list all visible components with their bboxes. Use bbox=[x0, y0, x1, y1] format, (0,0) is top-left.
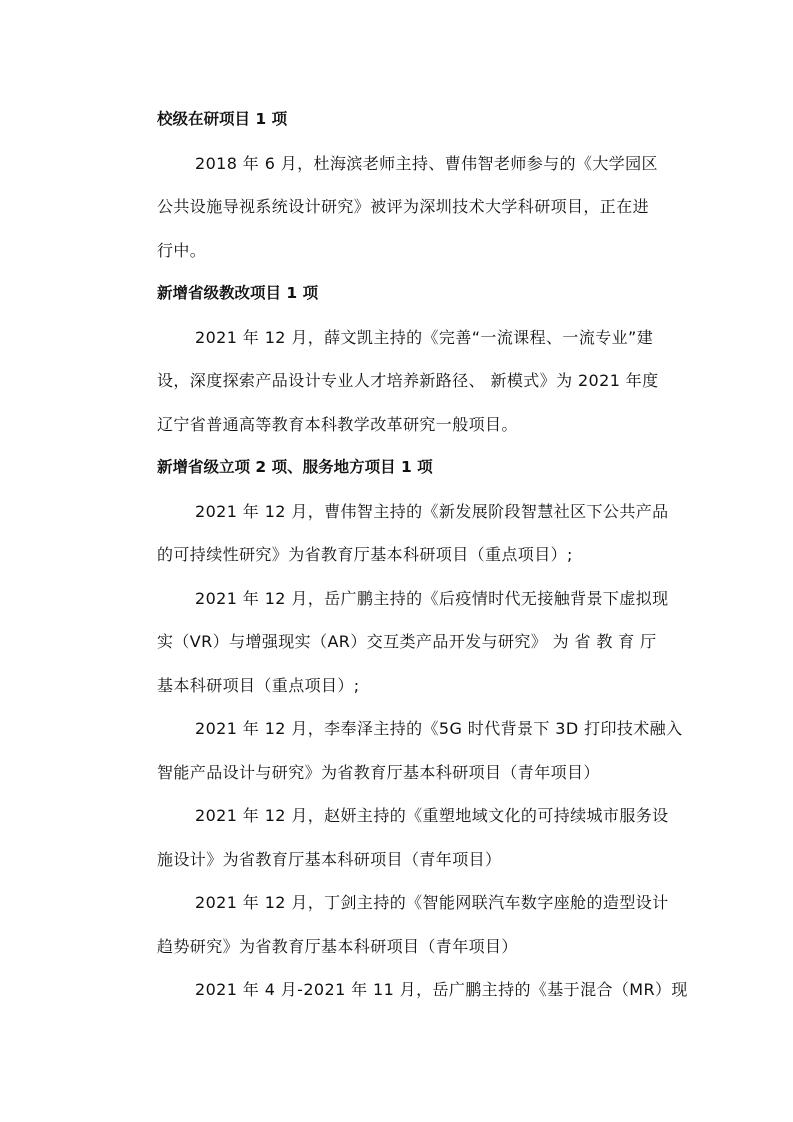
paragraph bbox=[119, 577, 679, 708]
section-heading: 新增省级立项 2 项、服务地方项目 1 项 bbox=[157, 458, 433, 476]
document-body bbox=[119, 98, 688, 1012]
text-line: 智能产品设计与研究》为省教育厅基本科研项目（青年项目） bbox=[157, 762, 600, 782]
text-line: 辽宁省普通高等教育本科教学改革研究一般项目。 bbox=[157, 414, 518, 434]
text-line: 基本科研项目（重点项目）; bbox=[157, 675, 360, 695]
paragraph bbox=[119, 794, 679, 881]
text-line: 2021 年 12 月，曹伟智主持的《新发展阶段智慧社区下公共产品 bbox=[195, 501, 669, 521]
section-heading: 校级在研项目 1 项 bbox=[157, 110, 288, 128]
paragraph bbox=[119, 707, 683, 794]
section-heading: 新增省级教改项目 1 项 bbox=[157, 284, 319, 302]
paragraph bbox=[119, 142, 679, 273]
text-line: 2021 年 12 月，岳广鹏主持的《后疫情时代无接触背景下虚拟现 bbox=[195, 588, 669, 608]
paragraph bbox=[119, 968, 688, 1012]
text-line: 2021 年 4 月-2021 年 11 月，岳广鹏主持的《基于混合（MR）现 bbox=[195, 980, 688, 999]
text-line: 实（VR）与增强现实（AR）交互类产品开发与研究》 为 省 教 育 厅 bbox=[157, 632, 657, 651]
text-line: 设，深度探索产品设计专业人才培养新路径、 新模式》为 2021 年度 bbox=[157, 371, 659, 390]
paragraph bbox=[119, 881, 679, 968]
text-line: 行中。 bbox=[157, 240, 207, 260]
text-line: 2021 年 12 月，李奉泽主持的《5G 时代背景下 3D 打印技术融入 bbox=[195, 719, 683, 738]
text-line: 2021 年 12 月，丁剑主持的《智能网联汽车数字座舱的造型设计 bbox=[195, 893, 669, 912]
paragraph bbox=[119, 316, 679, 447]
text-line: 公共设施导视系统设计研究》被评为深圳技术大学科研项目，正在进 bbox=[157, 197, 650, 216]
text-line: 施设计》为省教育厅基本科研项目（青年项目） bbox=[157, 849, 502, 869]
text-line: 2021 年 12 月，赵妍主持的《重塑地域文化的可持续城市服务设 bbox=[195, 806, 669, 825]
paragraph bbox=[119, 490, 679, 577]
text-line: 的可持续性研究》为省教育厅基本科研项目（重点项目）; bbox=[157, 545, 573, 564]
text-line: 2018 年 6 月，杜海滨老师主持、曹伟智老师参与的《大学园区 bbox=[195, 153, 658, 173]
text-line: 趋势研究》为省教育厅基本科研项目（青年项目） bbox=[157, 936, 518, 956]
text-line: 2021 年 12 月，薛文凯主持的《完善“一流课程、一流专业”建 bbox=[195, 327, 654, 347]
